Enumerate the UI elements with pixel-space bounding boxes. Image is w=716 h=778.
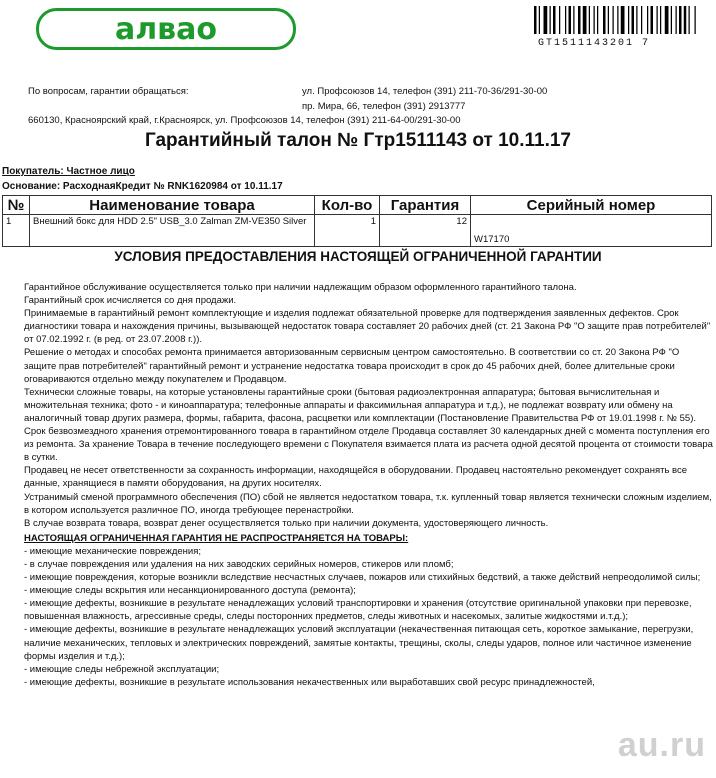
buyer-label: Покупатель: Частное лицо	[2, 166, 135, 177]
paragraph: В случае возврата товара, возврат денег осуществляется только при наличии документа, удостоверяющего личность.	[24, 517, 549, 529]
col-qty-header: Кол-во	[315, 196, 380, 215]
col-serial-header: Серийный номер	[471, 196, 712, 215]
contact-label: По вопросам, гарантии обращаться:	[28, 86, 189, 97]
company-address: 660130, Красноярский край, г.Красноярск, ул. Профсоюзов 14, телефон (391) 211-64-00/291-30-00	[28, 115, 461, 126]
list-item: - в случае повреждения или удаления на них заводских серийных номеров, стикеров или пломб;	[24, 558, 454, 570]
conditions-body	[24, 281, 714, 689]
table-row	[3, 215, 712, 247]
col-warranty-header: Гарантия	[380, 196, 471, 215]
exclusions-title: НАСТОЯЩАЯ ОГРАНИЧЕННАЯ ГАРАНТИЯ НЕ РАСПРОСТРАНЯЕТСЯ НА ТОВАРЫ:	[24, 532, 409, 544]
paragraph: Устранимый сменой программного обеспечения (ПО) сбой не является недостатком товара, т.к. купленный товар является технически сложным изделием, в котором используется различное ПО, иногда требующее перенастройки.	[24, 491, 712, 516]
row-warranty: 12	[380, 215, 471, 247]
logo-text: алвао	[114, 12, 218, 47]
items-table	[2, 195, 712, 247]
barcode-icon	[534, 6, 706, 34]
paragraph: Решение о методах и способах ремонта принимается авторизованным сервисным центром самостоятельно. В соответствии со ст. 20 Закона РФ "О защите прав потребителей" гарантийный ремонт и устранение недостатка товара происходит в срок до 45 рабочих дней, более длительные сроки оговариваются отдельно между покупателем и Продавцом.	[24, 347, 680, 385]
row-qty: 1	[315, 215, 380, 247]
row-name: Внешний бокс для HDD 2.5" USB_3.0 Zalman ZM-VE350 Silver	[30, 215, 315, 247]
company-logo	[36, 8, 296, 50]
page-title: Гарантийный талон № Гтр1511143 от 10.11.17	[144, 130, 572, 151]
barcode-number: GT1511143201 7	[538, 38, 651, 49]
contact-line-2: пр. Мира, 66, телефон (391) 2913777	[302, 101, 466, 112]
list-item: - имеющие следы небрежной эксплуатации;	[24, 663, 220, 675]
paragraph: Продавец не несет ответственности за сохранность информации, находящейся в оборудовании. Продавец настоятельно рекомендует сохранять все данные, хранящиеся в памяти оборудования, на других носителях.	[24, 465, 688, 490]
paragraph: Срок безвозмездного хранения отремонтированного товара в гарантийном отделе Продавца составляет 30 календарных дней с момента поступления его из ремонта. За хранение Товара в течение последующего времени с Покупателя взимается плата из расчета одной десятой процента от стоимости товара в сутки.	[24, 426, 713, 464]
table-header-row	[3, 196, 712, 215]
col-num-header: №	[3, 196, 30, 215]
row-num: 1	[3, 215, 30, 247]
paragraph: Принимаемые в гарантийный ремонт комплектующие и изделия подлежат обязательной проверке для подтверждения заявленных дефектов. Срок диагностики товара и нахождения причины, вызывающей недостаток товара составляет 20 рабочих дней (ст. 21 Закона РФ "О защите прав потребителей" от 07.02.1992 г. (в ред. от 23.07.2008 г.)).	[24, 308, 711, 346]
list-item: - имеющие дефекты, возникшие в результате использования некачественных или выработавших свой ресурс принадлежностей,	[24, 676, 595, 688]
paragraph: Технически сложные товары, на которые установлены гарантийные сроки (бытовая радиоэлектронная аппаратура; бытовая вычислительная и множительная техника; фото - и киноаппаратура; телефонные аппараты и факсимильная аппаратура и т.д.), не подлежат возврату или обмену на аналогичный товар других размера, формы, габарита, фасона, расцветки или комплектации (Постановление Правительства РФ от 19.01.1998 г. № 55).	[24, 386, 696, 424]
watermark: au.ru	[617, 726, 706, 764]
list-item: - имеющие повреждения, которые возникли вследствие несчастных случаев, пожаров или стихийных бедствий, а также действий непреодолимой силы;	[24, 572, 701, 584]
contact-line-1: ул. Профсоюзов 14, телефон (391) 211-70-36/291-30-00	[302, 86, 548, 97]
col-name-header: Наименование товара	[30, 196, 315, 215]
basis-label: Основание: РасходнаяКредит № RNK1620984 от 10.11.17	[2, 181, 283, 192]
conditions-title: УСЛОВИЯ ПРЕДОСТАВЛЕНИЯ НАСТОЯЩЕЙ ОГРАНИЧЕННОЙ ГАРАНТИИ	[114, 249, 602, 264]
list-item: - имеющие механические повреждения;	[24, 545, 202, 557]
paragraph: Гарантийное обслуживание осуществляется только при наличии надлежащим образом оформленного гарантийного талона.	[24, 282, 577, 293]
row-serial: W17170	[471, 215, 712, 247]
list-item: - имеющие дефекты, возникшие в результате ненадлежащих условий транспортировки и хранения (отсутствие оригинальной упаковки при перевозке, повышенная влажность, агрессивные среды, следы посторонних предметов, следы животных и насекомых, залитые жидкостями и.т.д.);	[24, 598, 692, 623]
list-item: - имеющие следы вскрытия или несанкционированного доступа (ремонта);	[24, 585, 356, 597]
paragraph: Гарантийный срок исчисляется со дня продажи.	[24, 295, 237, 307]
list-item: - имеющие дефекты, возникшие в результате ненадлежащих условий эксплуатации (некачественная питающая сеть, короткое замыкание, перегрузки, наличие механических, тепловых и электрических повреждений, замятые контакты, трещины, сколы, следы ударов, полное или частичное изменение формы изделия и т.д.);	[24, 624, 694, 662]
